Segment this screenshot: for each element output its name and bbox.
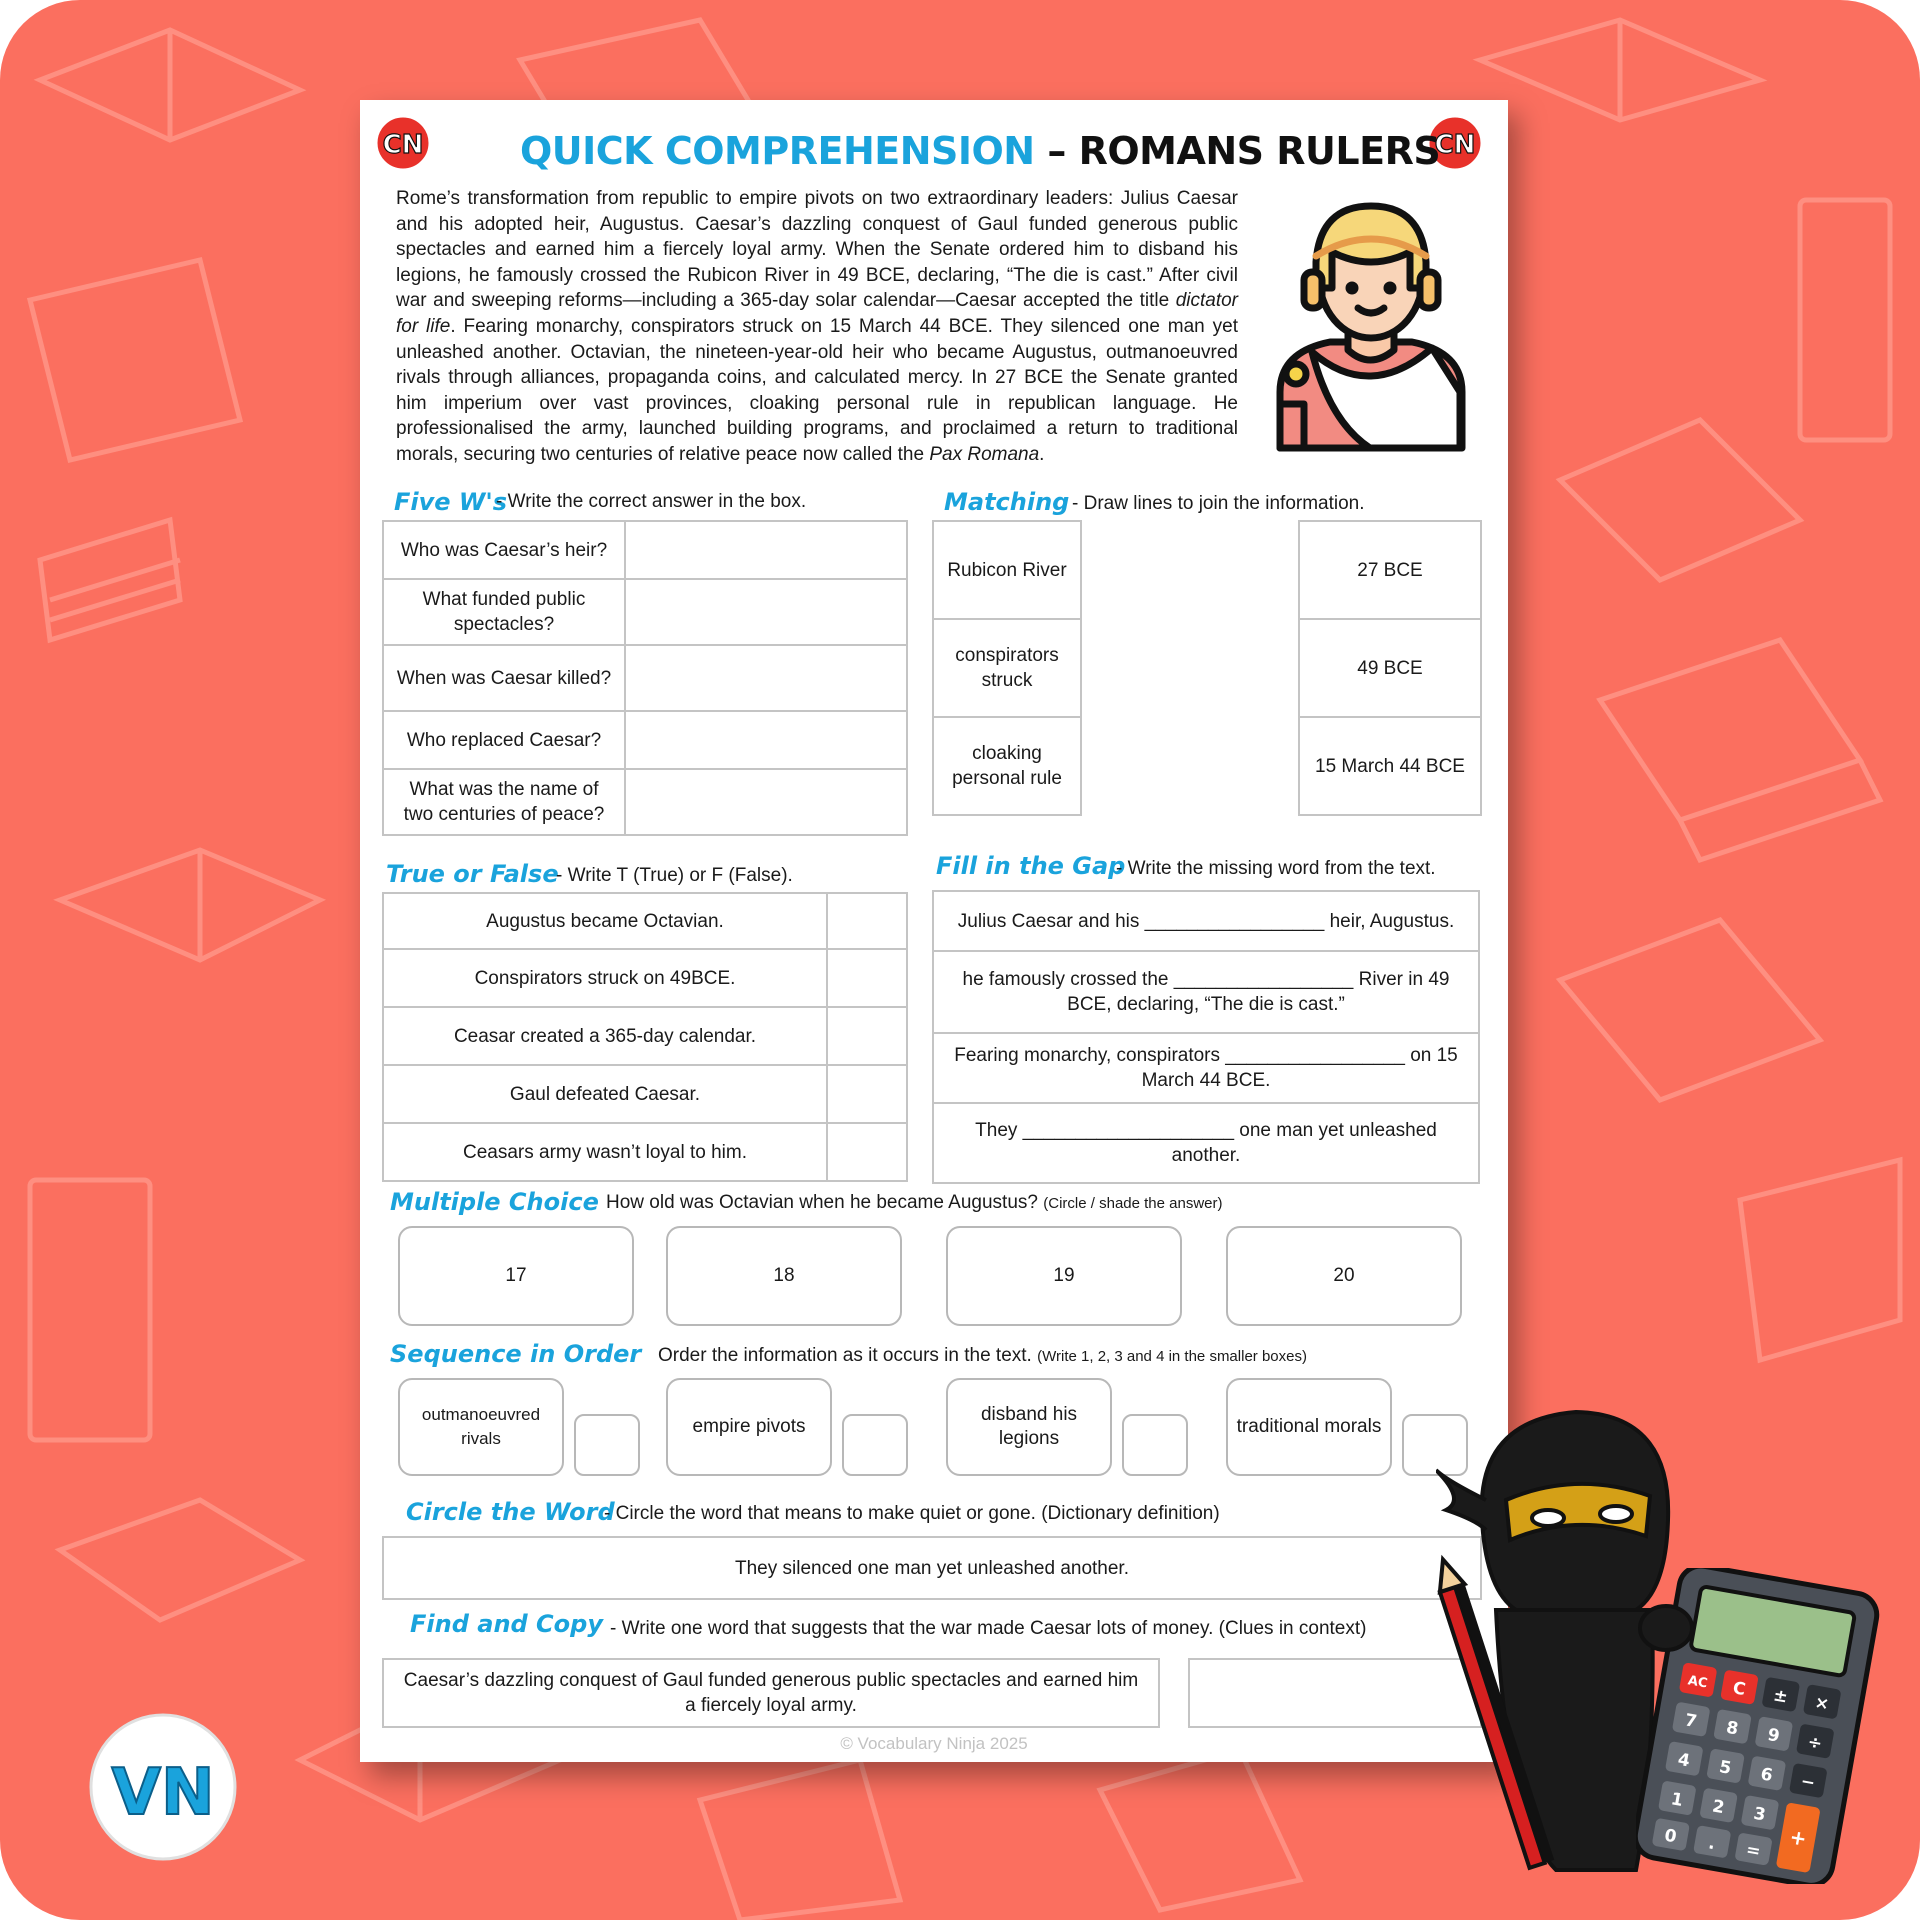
gap-item[interactable]: he famously crossed the _________________ River in 49 BCE, declaring, “The die is cast.” [934,952,1478,1034]
svg-text:−: − [1799,1771,1817,1794]
sequence-item: empire pivots [666,1378,832,1476]
find-copy-sentence: Caesar’s dazzling conquest of Gaul funded generous public spectacles and earned him a fiercely loyal army. [382,1658,1160,1728]
question-cell: What was the name of two centuries of peace? [383,769,625,835]
sequence-number-box[interactable] [1122,1414,1188,1476]
question-cell: When was Caesar killed? [383,645,625,711]
worksheet [360,100,1508,1762]
svg-text:3: 3 [1752,1803,1768,1826]
passage-text-3: . [1039,443,1045,465]
multiple-choice-heading: Multiple Choice [390,1188,599,1216]
table-row [383,645,907,711]
true-false-table [382,892,908,1182]
statement-cell: Ceasar created a 365-day calendar. [383,1007,827,1065]
matching-left-item[interactable]: Rubicon River [932,520,1082,620]
matching-instruction: - Draw lines to join the information. [1072,493,1365,514]
matching-right-item[interactable]: 27 BCE [1298,520,1482,620]
sequence-item: disband his legions [946,1378,1112,1476]
title-separator: – [1034,129,1079,173]
tf-answer-box[interactable] [827,949,907,1007]
five-ws-instruction: - Write the correct answer in the box. [496,491,807,512]
tf-answer-box[interactable] [827,893,907,949]
matching-right-item[interactable]: 49 BCE [1298,618,1482,718]
svg-text:C: C [1731,1678,1747,1701]
matching-right-item[interactable]: 15 March 44 BCE [1298,716,1482,816]
sequence-item: outmanoeuvred rivals [398,1378,564,1476]
mc-option[interactable]: 19 [946,1226,1182,1326]
mc-note: (Circle / shade the answer) [1043,1195,1223,1212]
tf-answer-box[interactable] [827,1065,907,1123]
mc-option[interactable]: 17 [398,1226,634,1326]
fill-gap-instruction: - Write the missing word from the text. [1116,858,1436,879]
svg-text:CN: CN [382,130,424,160]
table-row [383,1007,907,1065]
sequence-note: (Write 1, 2, 3 and 4 in the smaller boxes) [1037,1348,1307,1365]
question-cell: What funded public spectacles? [383,579,625,645]
statement-cell: Augustus became Octavian. [383,893,827,949]
find-copy-heading: Find and Copy [410,1610,603,1638]
answer-box[interactable] [625,645,907,711]
cn-logo-icon [374,114,432,172]
mc-option[interactable]: 18 [666,1226,902,1326]
matching-left-item[interactable]: conspirators struck [932,618,1082,718]
multiple-choice-question [606,1192,1223,1214]
passage-text-2: . Fearing monarchy, conspirators struck on 15 March 44 BCE. They silenced one man yet unleashed another. Octavian, the nineteen-year-old heir who became Augustus, outmanoeuvred rivals through alliances, propaganda coins, and calculated mercy. In 27 BCE the Senate granted him imperium over vast provinces, cloaking personal rule in republican language. He professionalised the army, launched building programs, and proclaimed a return to traditional morals, securing two centuries of relative peace now called the [396,315,1238,465]
passage-emphasis-2: Pax Romana [929,443,1040,465]
answer-box[interactable] [625,769,907,835]
svg-text:9: 9 [1765,1724,1782,1747]
gap-item[interactable]: They ____________________ one man yet unleashed another. [975,1120,1437,1166]
sequence-instruction-text: Order the information as it occurs in the text. [658,1345,1032,1366]
copyright-footer: © Vocabulary Ninja 2025 [840,1734,1028,1753]
answer-box[interactable] [625,579,907,645]
table-row [383,949,907,1007]
statement-cell: Conspirators struck on 49BCE. [383,949,827,1007]
table-row [383,521,907,579]
svg-text:7: 7 [1683,1710,1699,1733]
table-row [383,1065,907,1123]
sequence-number-box[interactable] [574,1414,640,1476]
question-cell: Who replaced Caesar? [383,711,625,769]
svg-text:×: × [1813,1692,1831,1715]
title-part-1: QUICK COMPREHENSION [520,129,1035,173]
table-row [383,893,907,949]
true-false-heading: True or False [386,860,559,888]
svg-text:4: 4 [1676,1749,1692,1772]
answer-box[interactable] [625,521,907,579]
mc-option[interactable]: 20 [1226,1226,1462,1326]
statement-cell: Gaul defeated Caesar. [383,1065,827,1123]
sequence-instruction [658,1345,1307,1367]
table-row [383,769,907,835]
sequence-number-box[interactable] [842,1414,908,1476]
svg-text:8: 8 [1724,1717,1740,1740]
svg-text:5: 5 [1717,1757,1733,1779]
matching-left-item[interactable]: cloaking personal rule [932,716,1082,816]
tf-answer-box[interactable] [827,1007,907,1065]
find-copy-instruction: - Write one word that suggests that the war made Caesar lots of money. (Clues in context) [610,1618,1367,1639]
circle-word-instruction: - Circle the word that means to make quiet or gone. (Dictionary definition) [604,1503,1220,1524]
table-row [383,711,907,769]
svg-text:.: . [1706,1833,1717,1855]
gap-item[interactable]: Julius Caesar and his _________________ heir, Augustus. [934,892,1478,952]
svg-text:6: 6 [1759,1764,1775,1787]
five-ws-table [382,520,908,836]
circle-word-sentence[interactable]: They silenced one man yet unleashed another. [382,1536,1482,1600]
passage-emphasis-1: dictator for life [396,290,1238,337]
svg-text:=: = [1744,1839,1762,1863]
table-row [383,1123,907,1181]
statement-cell: Ceasars army wasn’t loyal to him. [383,1123,827,1181]
svg-text:CN: CN [1434,130,1476,160]
svg-text:AC: AC [1686,1673,1709,1692]
passage-text-1: Rome’s transformation from republic to empire pivots on two extraordinary leaders: Julius Caesar and his adopted heir, Augustus. Caesar’s dazzling conquest of Gaul funded generous public spectacles and earned him a fiercely loyal army. When the Senate ordered him to disband his legions, he famously crossed the Rubicon River in 49 BCE, declaring, “The die is cast.” After civil war and sweeping reforms—including a 365-day solar calendar—Caesar accepted the title [396,188,1238,312]
answer-box[interactable] [625,711,907,769]
mc-question-text: How old was Octavian when he became Augustus? [606,1192,1038,1213]
fill-gap-box [932,890,1480,1184]
svg-text:2: 2 [1710,1796,1726,1819]
reading-passage [396,186,1238,468]
matching-heading: Matching [944,488,1070,516]
true-false-instruction: - Write T (True) or F (False). [556,865,793,886]
roman-emperor-icon [1260,192,1482,454]
tf-answer-box[interactable] [827,1123,907,1181]
worksheet-title [520,118,1441,184]
question-cell: Who was Caesar’s heir? [383,521,625,579]
svg-text:±: ± [1771,1685,1790,1708]
svg-text:1: 1 [1669,1789,1685,1811]
svg-text:÷: ÷ [1806,1732,1824,1755]
sequence-item: traditional morals [1226,1378,1392,1476]
gap-item[interactable]: Fearing monarchy, conspirators _________________ on 15 March 44 BCE. [934,1034,1478,1104]
svg-text:+: + [1787,1824,1809,1851]
sequence-heading: Sequence in Order [390,1340,642,1368]
svg-text:VN: VN [111,1756,215,1830]
vocabulary-ninja-logo-icon [88,1712,238,1862]
table-row [383,579,907,645]
fill-gap-heading: Fill in the Gap [936,852,1126,880]
calculator-icon [1636,1568,1880,1884]
title-part-2: ROMANS RULERS [1078,129,1441,173]
five-ws-heading: Five W's [394,488,508,516]
svg-text:0: 0 [1662,1825,1679,1848]
circle-word-heading: Circle the Word [406,1498,615,1526]
